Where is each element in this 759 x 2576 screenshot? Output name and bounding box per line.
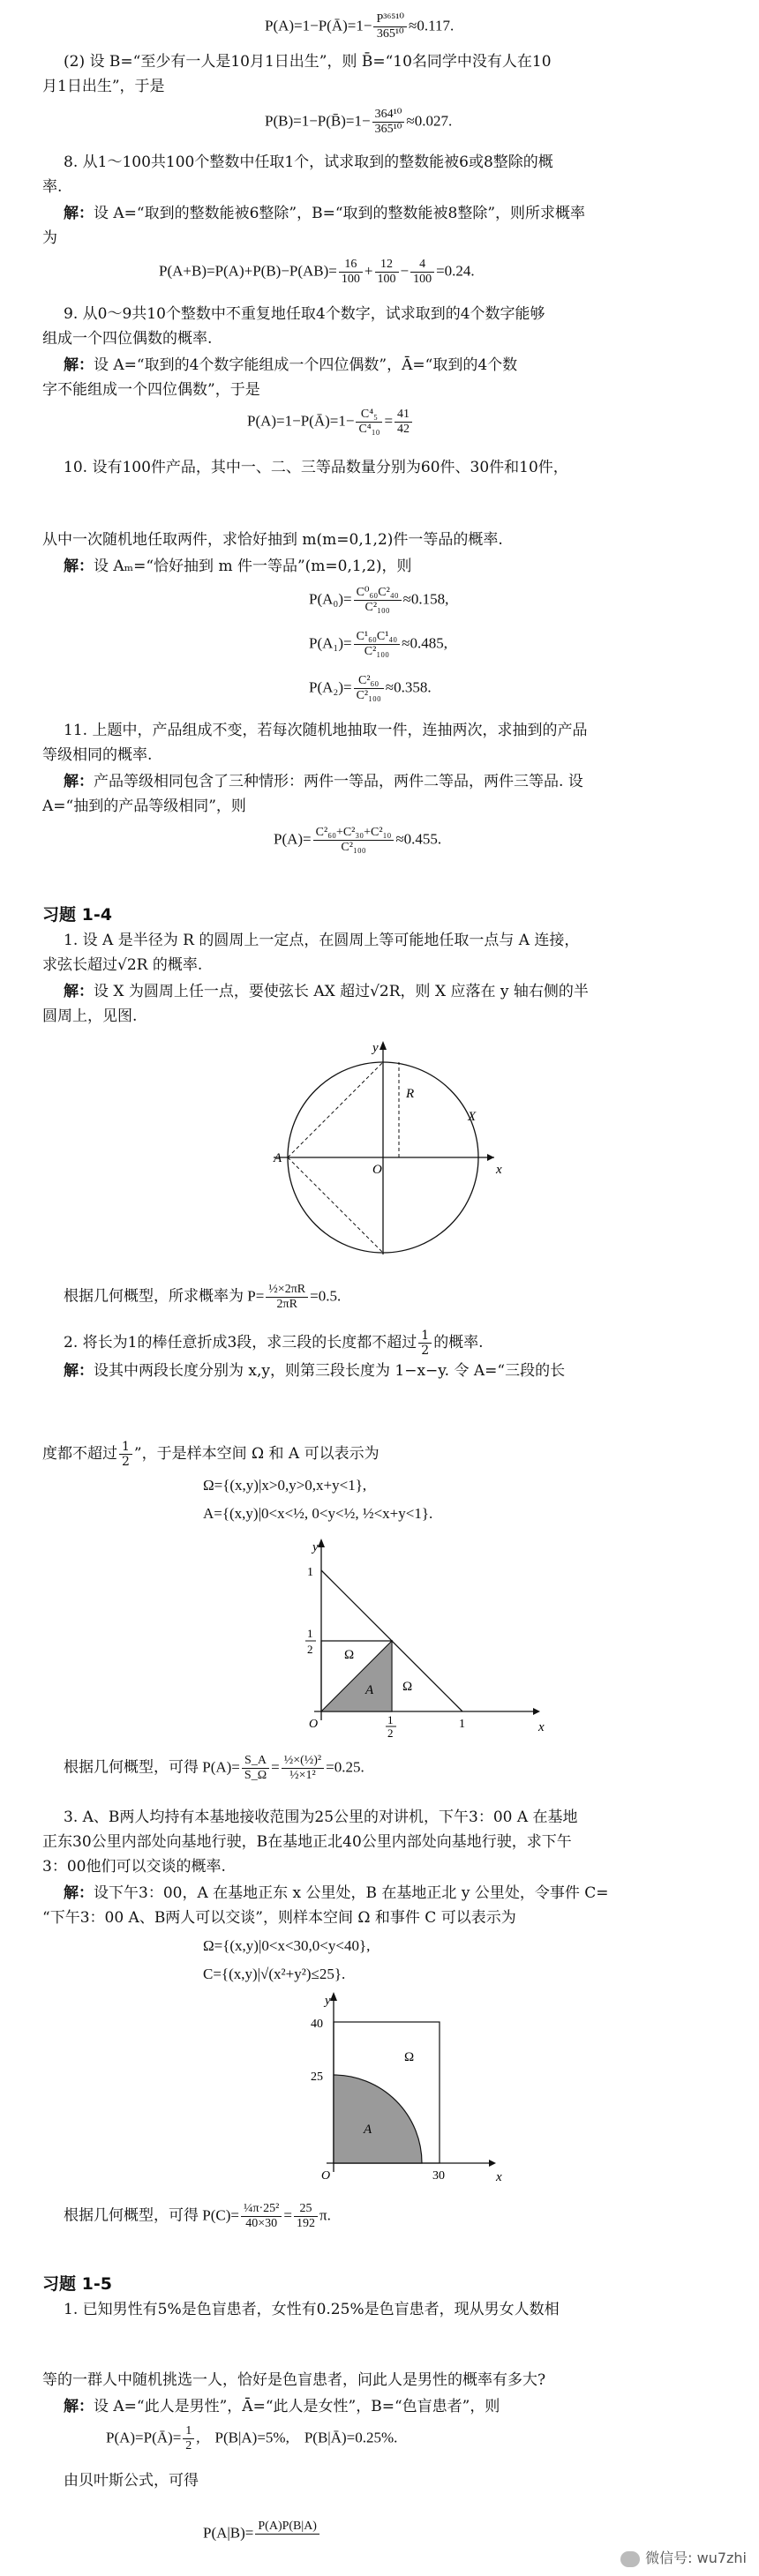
chord-lower	[288, 1157, 383, 1253]
text-line: 从中一次随机地任取两件，求恰好抽到 m(m=0,1,2)件一等品的概率.	[42, 531, 503, 549]
formula-pab: P(A+B)=P(A)+P(B)−P(AB)= $\frac{16}{100}$ + $\frac{12}{100}$ − $\frac{4}{100}$ =0.24.	[159, 258, 475, 286]
label-half-x-n: 1	[387, 1713, 394, 1726]
text-line: 字不能组成一个四位偶数”，于是	[42, 381, 260, 399]
solution-1-4-3: 解：设下午3：00，A 在基地正东 x 公里处，B 在基地正北 y 公里处，令事件 C=	[64, 1884, 609, 1902]
solution-8: 解：设 A=“取到的整数能被6整除”，B=“取到的整数能被8整除”，则所求概率	[64, 205, 586, 222]
label-x: x	[538, 1720, 545, 1734]
formula-triangle: 根据几何概型，可得 P(A)= $\frac{S\_A}{S\_\Omega}$ = $\frac{\text{½×(½)²}}{\text{½×1²}}$ =0.25.	[64, 1754, 364, 1782]
formula-bayes: P(A|B)= P(A)P(B|A)	[203, 2520, 321, 2549]
formula-a1: P(A₁)= $\frac{\text{C¹₆₀C¹₄₀}}{\text{C²₁₀₀}}$ ≈0.485,	[309, 630, 448, 658]
label-omega: Ω	[404, 2050, 415, 2064]
label-a: A	[365, 1683, 374, 1697]
x-arrow-icon	[487, 1154, 494, 1161]
label-y: y	[325, 1994, 331, 2008]
label-30: 30	[432, 2169, 445, 2183]
section-heading-1-5: 习题 1-5	[42, 2274, 112, 2294]
label-omega: Ω	[344, 1648, 355, 1662]
text-line: 月1日出生”，于是	[42, 78, 165, 95]
y-arrow-icon	[318, 1539, 325, 1547]
solution-9: 解：设 A=“取到的4个数字能组成一个四位偶数”，Ā=“取到的4个数	[64, 356, 518, 374]
section-heading-1-4: 习题 1-4	[42, 905, 112, 925]
text-line: 求弦长超过√2R 的概率.	[42, 956, 203, 974]
region-c	[334, 2075, 422, 2163]
label-o: O	[372, 1163, 382, 1177]
problem-8: 8. 从1～100共100个整数中任取1个，试求取到的整数能被6或8整除的概	[64, 154, 553, 171]
label-half-y-n: 1	[307, 1627, 313, 1640]
problem-1-4-2: 2. 将长为1的棒任意折成3段，求三段的长度都不超过 $\frac{1}{2}$ 的概率.	[64, 1329, 484, 1358]
x-arrow-icon	[489, 2160, 496, 2167]
label-o: O	[321, 2169, 331, 2183]
formula-11: P(A)= $\frac{\text{C²₆₀+C²₃₀+C²₁₀}}{\text{C²₁₀₀}}$ ≈0.455.	[274, 826, 442, 854]
solution-1-4-1: 解：设 X 为圆周上任一点，要使弦长 AX 超过√2R，则 X 应落在 y 轴右侧的半	[64, 983, 589, 1000]
formula-a2: P(A₂)= $\frac{\text{C²₆₀}}{\text{C²₁₀₀}}$ ≈0.358.	[309, 674, 432, 702]
label-omega-2: Ω	[402, 1680, 413, 1694]
label-point-x: X	[468, 1110, 477, 1124]
formula-9: P(A)=1−P(Ā)=1− $\frac{\text{C⁴₅}}{\text{C⁴₁₀}}$ = $\frac{41}{42}$	[247, 408, 414, 437]
label-a: A	[364, 2123, 372, 2137]
text-line: 等级相同的概率.	[42, 746, 153, 764]
label-25: 25	[311, 2071, 323, 2084]
problem-9: 9. 从0～9共10个整数中不重复地任取4个数字，试求取到的4个数字能够	[64, 305, 545, 323]
text-line: 率.	[42, 178, 63, 196]
text-line: 3：00他们可以交谈的概率.	[42, 1858, 226, 1876]
formula-a-set: A={(x,y)|0<x<½, 0<y<½, ½<x+y<1}.	[203, 1505, 433, 1522]
formula-pc: 根据几何概型，可得 P(C)= $\frac{\text{¼π·25²}}{40\times 30}$ = $\frac{25}{192}$ π.	[64, 2202, 331, 2230]
y-arrow-icon	[330, 1992, 337, 2001]
label-r: R	[406, 1087, 415, 1101]
label-o: O	[309, 1718, 319, 1731]
solution-10: 解：设 Aₘ=“恰好抽到 m 件一等品”(m=0,1,2)，则	[64, 558, 412, 575]
formula-priors: P(A)=P(Ā)= $\frac{1}{2}$ , P(B|A)=5%, P(B|Ā)=0.25%.	[106, 2424, 398, 2452]
formula-omega-3: Ω={(x,y)|0<x<30,0<y<40},	[203, 1937, 371, 1954]
text-line: 由贝叶斯公式，可得	[64, 2472, 199, 2490]
watermark: 微信号: wu7zhi	[620, 2547, 747, 2567]
label-x: x	[496, 1163, 502, 1177]
label-a: A	[274, 1151, 282, 1165]
formula-pa: P(A)=1−P(Ā)=1− $\frac{\text{P³⁶⁵¹⁰}}{\text{365¹⁰}}$ ≈0.117.	[265, 12, 455, 41]
label-x: x	[496, 2170, 502, 2184]
solution-1-5-1: 解：设 A=“此人是男性”，Ā=“此人是女性”，B=“色盲患者”，则	[64, 2398, 500, 2415]
chord-upper	[288, 1062, 383, 1157]
solution-11: 解：产品等级相同包含了三种情形：两件一等品，两件二等品，两件三等品. 设	[64, 773, 583, 790]
label-one-y: 1	[307, 1566, 313, 1579]
label-one-x: 1	[459, 1718, 465, 1731]
text-line: 等的一群人中随机挑选一人，恰好是色盲患者，问此人是男性的概率有多大?	[42, 2371, 546, 2389]
text-line: A=“抽到的产品等级相同”，则	[42, 798, 246, 815]
problem-10: 10. 设有100件产品，其中一、二、三等品数量分别为60件、30件和10件，	[64, 459, 568, 476]
label-y: y	[372, 1041, 379, 1055]
label-y: y	[312, 1540, 319, 1554]
text-line: 为	[42, 229, 57, 247]
text-line: “下午3：00 A、B两人可以交谈”，则样本空间 Ω 和事件 C 可以表示为	[42, 1909, 516, 1927]
solution-1-4-2: 解：设其中两段长度分别为 x,y，则第三段长度为 1−x−y. 令 A=“三段的长	[64, 1362, 566, 1380]
x-arrow-icon	[533, 1708, 540, 1715]
formula-a0: P(A₀)= $\frac{\text{C⁰₆₀C²₄₀}}{\text{C²₁₀₀}}$ ≈0.158,	[309, 586, 449, 614]
formula-pb: P(B)=1−P(B̄)=1− $\frac{\text{364¹⁰}}{\text{365¹⁰}}$ ≈0.027.	[265, 108, 453, 136]
problem-1-5-1: 1. 已知男性有5%是色盲患者，女性有0.25%是色盲患者，现从男女人数相	[64, 2301, 560, 2318]
region-a	[321, 1641, 392, 1711]
text-line: 正东30公里内部处向基地行驶，B在基地正北40公里内部处向基地行驶，求下午	[42, 1833, 572, 1851]
formula-circle: 根据几何概型，所求概率为 P= $\frac{\text{½×2πR}}{2\pi R}$ =0.5.	[64, 1283, 342, 1311]
text-line: 圆周上，见图.	[42, 1007, 138, 1025]
text-line: 组成一个四位偶数的概率.	[42, 330, 213, 348]
formula-c-set: C={(x,y)|√(x²+y²)≤25}.	[203, 1966, 346, 1982]
problem-1-4-3: 3. A、B两人均持有本基地接收范围为25公里的对讲机，下午3：00 A 在基地	[64, 1808, 578, 1826]
label-half-y-d: 2	[307, 1643, 313, 1656]
label-half-x-d: 2	[387, 1726, 394, 1738]
label-40: 40	[311, 2018, 323, 2031]
circle-figure	[265, 1034, 512, 1263]
text-line: 度都不超过 $\frac{1}{2}$ ”，于是样本空间 Ω 和 A 可以表示为	[42, 1440, 380, 1469]
problem-1-4-1: 1. 设 A 是半径为 R 的圆周上一定点，在圆周上等可能地任取一点与 A 连接，	[64, 932, 580, 949]
wechat-icon	[620, 2551, 640, 2567]
y-arrow-icon	[380, 1041, 387, 1050]
problem-11: 11. 上题中，产品组成不变，若每次随机地抽取一件，连抽两次，求抽到的产品	[64, 722, 588, 739]
quarter-circle-figure	[291, 1990, 521, 2184]
text-line: (2) 设 B=“至少有一人是10月1日出生”，则 B̄=“10名同学中没有人在10	[64, 53, 552, 71]
formula-omega: Ω={(x,y)|x>0,y>0,x+y<1},	[203, 1477, 367, 1494]
triangle-figure	[282, 1535, 547, 1738]
